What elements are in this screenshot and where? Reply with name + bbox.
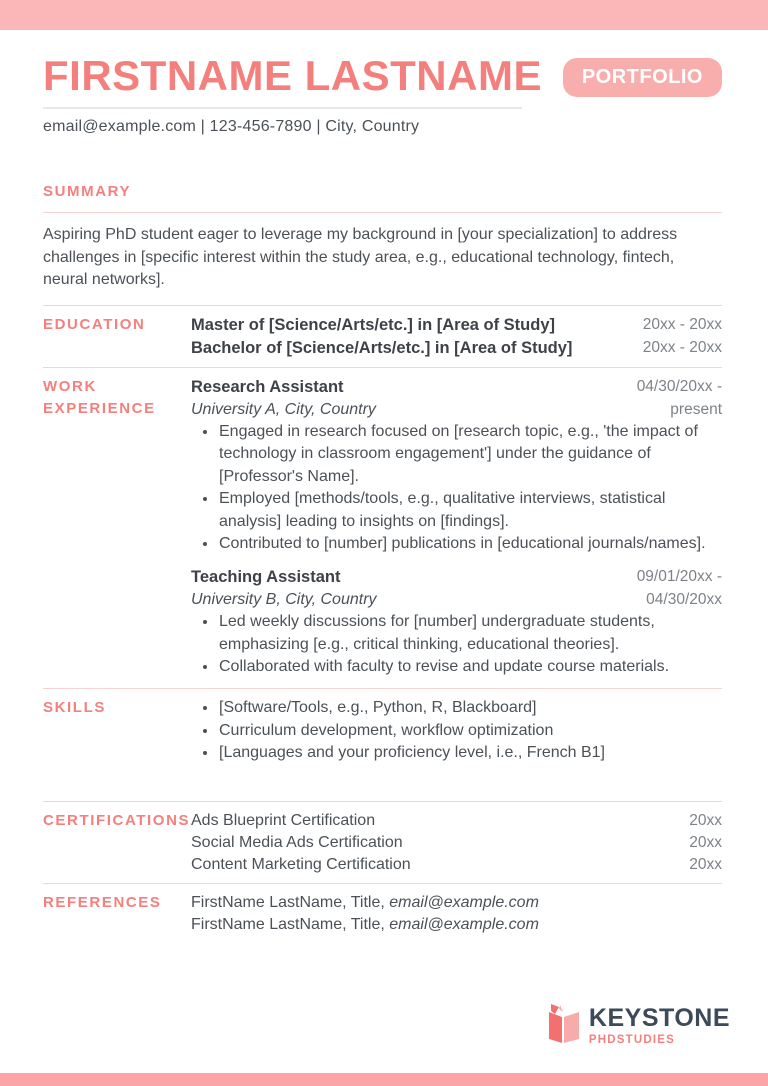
job-organization: University A, City, Country bbox=[191, 400, 376, 418]
reference-email: email@example.com bbox=[389, 893, 539, 911]
reference-name: FirstName LastName, Title, bbox=[191, 893, 390, 911]
job-bullet: • Engaged in research focused on [research topic, e.g., 'the impact of technology in classroom engagement'] under the guidance of [Professor's Name]. bbox=[218, 421, 722, 488]
references-section bbox=[43, 883, 722, 941]
summary-text: Aspiring PhD student eager to leverage my background in [your specialization] to address challenges in [specific interest within the study area, e.g., educational technology, fintech, neural networks]. bbox=[43, 226, 678, 288]
logo-text bbox=[589, 1006, 730, 1047]
skills-bullet-list bbox=[191, 697, 722, 764]
summary-divider bbox=[43, 212, 722, 213]
skill-bullet: • [Languages and your proficiency level, i.e., French B1] bbox=[218, 742, 722, 764]
job-bullet: • Led weekly discussions for [number] undergraduate students, emphasizing [e.g., critical thinking, educational theories]. bbox=[218, 611, 722, 656]
job-bullet: • Collaborated with faculty to revise and update course materials. bbox=[218, 656, 722, 678]
certifications-section bbox=[43, 801, 722, 883]
degree-title: Master of [Science/Arts/etc.] in [Area of Study] bbox=[191, 316, 555, 335]
portfolio-badge[interactable]: PORTFOLIO bbox=[563, 58, 722, 97]
certification-name: Ads Blueprint Certification bbox=[191, 811, 376, 829]
job-organization: University B, City, Country bbox=[191, 590, 377, 608]
job-dates: 04/30/20xx - present bbox=[636, 378, 722, 418]
keystone-logo bbox=[547, 1003, 730, 1050]
certification-date: 20xx bbox=[689, 811, 722, 829]
references-heading: REFERENCES bbox=[43, 893, 162, 911]
job-title: Teaching Assistant bbox=[191, 568, 341, 587]
bottom-accent-bar bbox=[0, 1073, 768, 1086]
job-bullet: • Contributed to [number] publications in [educational journals/names]. bbox=[218, 533, 722, 555]
top-accent-bar bbox=[0, 0, 768, 30]
contact-info: email@example.com | 123-456-7890 | City, Country bbox=[43, 118, 420, 136]
logo-subtitle: PHDSTUDIES bbox=[588, 1034, 676, 1046]
certification-row bbox=[191, 854, 722, 876]
job-bullet-list bbox=[191, 611, 722, 678]
education-row bbox=[191, 314, 722, 336]
footer bbox=[0, 1003, 768, 1073]
work-experience-body bbox=[191, 376, 722, 678]
certification-name: Content Marketing Certification bbox=[191, 856, 411, 874]
job-header bbox=[191, 376, 722, 421]
logo-title: KEYSTONE bbox=[588, 1004, 730, 1032]
candidate-name: FIRSTNAME LASTNAME bbox=[43, 52, 542, 99]
education-heading: EDUCATION bbox=[43, 316, 146, 334]
job-entry bbox=[191, 376, 722, 555]
work-experience-heading: WORK EXPERIENCE bbox=[43, 378, 156, 418]
certification-date: 20xx bbox=[689, 834, 722, 852]
degree-dates: 20xx - 20xx bbox=[642, 338, 722, 356]
job-header-main bbox=[191, 566, 608, 611]
job-bullet-list bbox=[191, 421, 722, 555]
reference-email: email@example.com bbox=[389, 916, 539, 934]
certifications-body bbox=[191, 810, 722, 877]
degree-title: Bachelor of [Science/Arts/etc.] in [Area of Study] bbox=[191, 338, 573, 357]
summary-heading: SUMMARY bbox=[43, 183, 132, 201]
certification-row bbox=[191, 810, 722, 832]
name-underline bbox=[43, 107, 522, 109]
resume-page bbox=[0, 30, 768, 1003]
certification-name: Social Media Ads Certification bbox=[191, 834, 403, 852]
degree-dates: 20xx - 20xx bbox=[642, 316, 722, 334]
header bbox=[43, 54, 722, 98]
book-icon bbox=[547, 1003, 581, 1050]
education-section bbox=[43, 305, 722, 367]
skill-bullet: • [Software/Tools, e.g., Python, R, Blackboard] bbox=[218, 697, 722, 719]
job-bullet: • Employed [methods/tools, e.g., qualitative interviews, statistical analysis] leading to insights on [findings]. bbox=[218, 488, 722, 533]
education-body bbox=[191, 314, 722, 359]
work-experience-section bbox=[43, 367, 722, 688]
education-row bbox=[191, 337, 722, 359]
certifications-heading: CERTIFICATIONS bbox=[43, 811, 191, 829]
references-body bbox=[191, 892, 722, 937]
job-dates: 09/01/20xx - 04/30/20xx bbox=[636, 568, 722, 608]
job-header bbox=[191, 566, 722, 611]
job-title: Research Assistant bbox=[191, 378, 344, 397]
job-entry bbox=[191, 566, 722, 678]
skills-heading: SKILLS bbox=[43, 699, 106, 717]
job-header-main bbox=[191, 376, 608, 421]
certification-date: 20xx bbox=[689, 856, 722, 874]
reference-name: FirstName LastName, Title, bbox=[191, 916, 390, 934]
skills-section bbox=[43, 688, 722, 800]
reference-row bbox=[191, 892, 722, 914]
reference-row bbox=[191, 914, 722, 936]
skills-body bbox=[191, 697, 722, 764]
skill-bullet: • Curriculum development, workflow optimization bbox=[218, 720, 722, 742]
certification-row bbox=[191, 832, 722, 854]
